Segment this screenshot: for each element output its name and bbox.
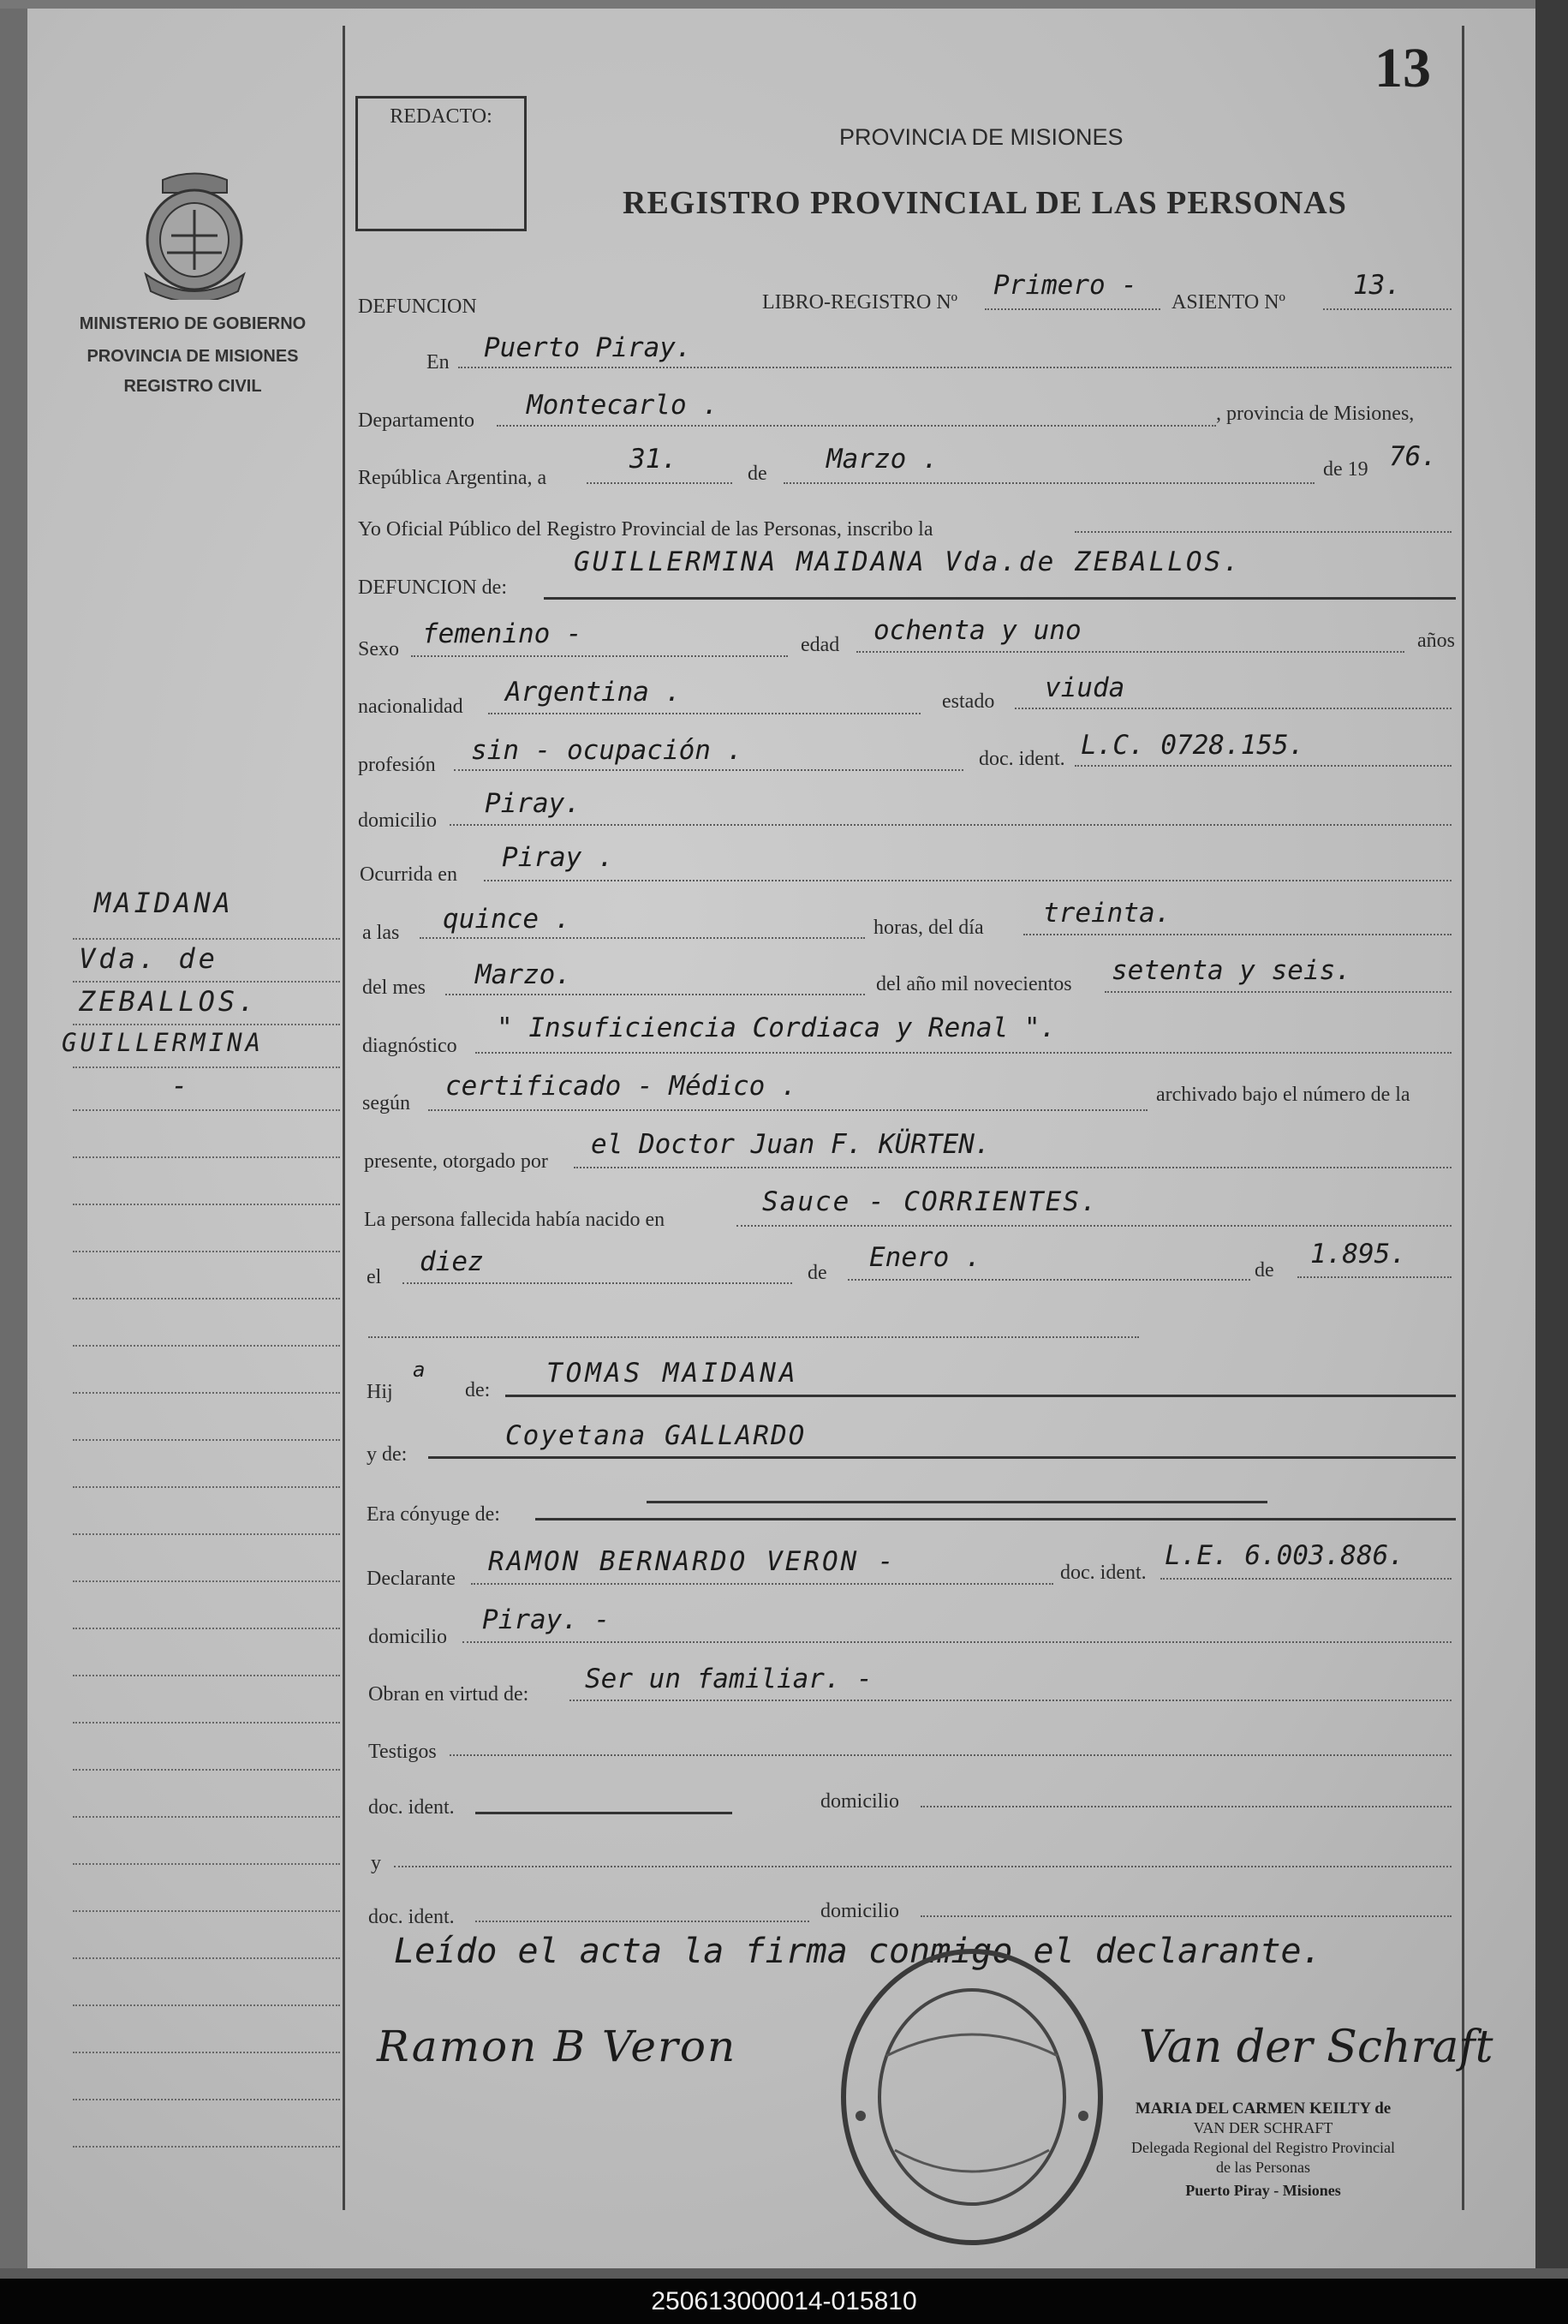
month-line [784, 482, 1315, 484]
page-top-edge [0, 0, 1568, 9]
day-value: 31. [629, 444, 677, 475]
estado-line [1015, 708, 1452, 709]
stub-rule [73, 1109, 340, 1111]
stub-rule [73, 1439, 340, 1441]
province-title: PROVINCIA DE MISIONES [839, 124, 1124, 150]
document-id-footer: 250613000014-015810 [0, 2279, 1568, 2324]
stub-rule [73, 1580, 340, 1582]
testigo2-domicilio-label: domicilio [820, 1900, 899, 1922]
stub-rule [73, 1816, 340, 1818]
stub-name-line-3: ZEBALLOS. [79, 985, 259, 1018]
segun-label: según [362, 1092, 410, 1114]
testigos-line [450, 1754, 1452, 1756]
y-label: y [371, 1852, 381, 1874]
stub-rule [73, 1345, 340, 1347]
closing-statement: Leído el acta la firma conmigo el declarante. [394, 1932, 1322, 1971]
stub-rule [73, 1957, 340, 1959]
sexo-value: femenino - [422, 618, 582, 649]
testigo-doc-label: doc. ident. [368, 1796, 455, 1819]
official-title-line-2: de las Personas [1216, 2159, 1310, 2176]
year-label: de 19 [1323, 458, 1368, 481]
stub-rule [73, 1298, 340, 1299]
testigo-domicilio-label: domicilio [820, 1790, 899, 1813]
birth-day-value: diez [420, 1246, 484, 1277]
ano-value: setenta y seis. [1112, 955, 1351, 986]
separator-stroke [647, 1501, 1267, 1503]
stub-rule [73, 1910, 340, 1912]
departamento-label: Departamento [358, 409, 474, 432]
el-label: el [367, 1266, 382, 1288]
official-title-line-1: Delegada Regional del Registro Provincial [1131, 2139, 1395, 2156]
father-name-value: TOMAS MAIDANA [546, 1358, 799, 1389]
declarante-doc-line [1160, 1578, 1452, 1580]
testigo-doc-line [475, 1812, 732, 1814]
presente-value: el Doctor Juan F. KÜRTEN. [591, 1129, 991, 1160]
stub-rule [73, 1722, 340, 1724]
mother-name-value: Coyetana GALLARDO [505, 1420, 807, 1451]
right-margin-divider [1462, 26, 1464, 2210]
birth-de-label: de [808, 1262, 827, 1284]
conyuge-line [535, 1518, 1456, 1520]
doc-ident-value: L.C. 0728.155. [1081, 730, 1305, 761]
obran-value: Ser un familiar. - [585, 1664, 873, 1694]
profesion-value: sin - ocupación . [471, 735, 743, 766]
redacto-label: REDACTO: [390, 105, 492, 128]
en-value: Puerto Piray. [484, 332, 692, 363]
stub-name-line-2: Vda. de [79, 942, 218, 975]
horas-dia-label: horas, del día [873, 917, 984, 939]
asiento-line [1323, 308, 1452, 310]
libro-registro-label: LIBRO-REGISTRO Nº [762, 291, 958, 314]
de-label: de [748, 463, 767, 485]
en-line [458, 367, 1452, 368]
stub-rule [73, 1204, 340, 1205]
en-label: En [426, 351, 450, 373]
page-right-edge [1535, 0, 1568, 2279]
asiento-value: 13. [1353, 270, 1401, 301]
stub-rule [73, 1628, 340, 1629]
birth-day-line [402, 1282, 792, 1284]
testigo2-line [394, 1866, 1452, 1867]
official-name-line-2: VAN DER SCHRAFT [1193, 2119, 1333, 2136]
republica-label: República Argentina, a [358, 467, 547, 489]
mes-line [445, 994, 865, 995]
declarante-domicilio-value: Piray. - [482, 1604, 611, 1635]
hora-value: quince . [443, 904, 571, 935]
official-seal-icon [835, 1945, 1109, 2249]
book-binding [0, 0, 27, 2279]
nacionalidad-value: Argentina . [505, 677, 682, 708]
a-las-label: a las [362, 922, 400, 944]
registry-title: REGISTRO PROVINCIAL DE LAS PERSONAS [623, 185, 1347, 221]
edad-line [856, 651, 1404, 653]
presente-line [574, 1167, 1452, 1168]
official-stamp-block [1096, 2099, 1430, 2201]
testigo2-doc-line [475, 1921, 809, 1922]
doc-ident-label: doc. ident. [979, 748, 1065, 770]
page-number: 13 [1374, 37, 1431, 99]
stub-rule [73, 1863, 340, 1865]
testigos-label: Testigos [368, 1741, 437, 1763]
domicilio-label: domicilio [358, 810, 437, 832]
libro-registro-value: Primero - [993, 270, 1137, 301]
stub-rule [73, 1392, 340, 1394]
conyuge-label: Era cónyuge de: [367, 1503, 500, 1526]
stub-rule [73, 1251, 340, 1252]
redacto-box [355, 96, 527, 231]
doc-ident-line [1075, 765, 1452, 767]
diagnostico-line [475, 1052, 1452, 1054]
stub-rule [73, 2052, 340, 2053]
official-name-line-1: MARIA DEL CARMEN KEILTY de [1135, 2100, 1392, 2118]
deceased-name-value: GUILLERMINA MAIDANA Vda.de ZEBALLOS. [574, 547, 1242, 577]
stub-rule [73, 938, 340, 940]
estado-value: viuda [1045, 672, 1125, 703]
testigo2-domicilio-line [921, 1915, 1452, 1917]
edad-value: ochenta y uno [873, 615, 1082, 646]
stub-rule [73, 2004, 340, 2006]
domicilio-line [450, 824, 1452, 826]
del-mes-label: del mes [362, 977, 426, 999]
stub-province-line: PROVINCIA DE MISIONES [86, 347, 299, 366]
ocurrida-line [484, 880, 1452, 881]
declarante-doc-value: L.E. 6.003.886. [1165, 1540, 1404, 1571]
defuncion-heading: DEFUNCION [358, 296, 477, 318]
month-value: Marzo . [826, 444, 939, 475]
declarante-value: RAMON BERNARDO VERON - [488, 1546, 897, 1577]
ano-line [1105, 991, 1452, 993]
blank-line [368, 1336, 1139, 1338]
stub-rule [73, 1675, 340, 1676]
diagnostico-label: diagnóstico [362, 1035, 457, 1057]
stub-rule [73, 2146, 340, 2148]
asiento-label: ASIENTO Nº [1172, 291, 1285, 314]
hij-suffix-value: a [413, 1358, 426, 1382]
yo-oficial-statement: Yo Oficial Público del Registro Provincial de las Personas, inscribo la [358, 518, 933, 541]
stub-rule [73, 1156, 340, 1158]
dia-value: treinta. [1043, 898, 1172, 929]
hora-line [420, 937, 865, 939]
nacionalidad-label: nacionalidad [358, 696, 463, 718]
stub-rule [73, 1066, 340, 1068]
estado-label: estado [942, 690, 995, 713]
segun-value: certificado - Médico . [445, 1071, 797, 1102]
hij-de-label: de: [465, 1379, 491, 1401]
stub-rule [73, 2099, 340, 2100]
stub-name-line-5: - [171, 1069, 192, 1102]
stub-rule [73, 1024, 340, 1025]
declarante-doc-label: doc. ident. [1060, 1562, 1147, 1584]
provincia-label: , provincia de Misiones, [1216, 403, 1415, 425]
birth-month-line [848, 1279, 1250, 1281]
page-bottom-edge [0, 2268, 1568, 2279]
declarant-signature: Ramon B Veron [377, 2022, 737, 2071]
y-de-label: y de: [367, 1443, 408, 1466]
sexo-label: Sexo [358, 638, 399, 660]
defuncion-de-label: DEFUNCION de: [358, 577, 507, 599]
diagnostico-value: " Insuficiencia Cordiaca y Renal ". [497, 1013, 1057, 1043]
domicilio-value: Piray. [485, 788, 581, 819]
anos-label: años [1417, 630, 1455, 652]
birth-year-de-label: de [1255, 1259, 1274, 1281]
ocurrida-value: Piray . [502, 842, 614, 873]
stub-rule [73, 981, 340, 983]
departamento-line [497, 425, 1216, 427]
dia-line [1023, 934, 1452, 935]
archivado-label: archivado bajo el número de la [1156, 1084, 1410, 1106]
stub-column-divider [343, 26, 345, 2210]
stub-rule [73, 1533, 340, 1535]
deceased-name-line [544, 597, 1456, 600]
stub-ministry-line: MINISTERIO DE GOBIERNO [79, 314, 307, 333]
profesion-line [454, 769, 963, 771]
hij-label: Hij [367, 1381, 393, 1403]
stub-name-line-1: MAIDANA [94, 887, 234, 919]
birth-month-value: Enero . [869, 1242, 981, 1273]
declarante-label: Declarante [367, 1568, 456, 1590]
testigo2-doc-label: doc. ident. [368, 1906, 455, 1928]
profesion-label: profesión [358, 754, 436, 776]
declarante-line [471, 1583, 1053, 1585]
testigo-domicilio-line [921, 1806, 1452, 1807]
mes-value: Marzo. [475, 959, 571, 990]
presente-label: presente, otorgado por [364, 1150, 548, 1173]
day-line [587, 482, 732, 484]
nacido-label: La persona fallecida había nacido en [364, 1209, 665, 1231]
declarante-domicilio-label: domicilio [368, 1626, 447, 1648]
sexo-line [411, 655, 788, 657]
mother-name-line [428, 1456, 1456, 1459]
father-name-line [505, 1395, 1456, 1397]
official-signature: Van der Schraft [1139, 2022, 1493, 2073]
obran-label: Obran en virtud de: [368, 1683, 529, 1706]
del-ano-label: del año mil novecientos [876, 973, 1072, 995]
stub-rule [73, 1769, 340, 1771]
stub-registry-line: REGISTRO CIVIL [123, 377, 262, 396]
nacionalidad-line [488, 713, 921, 714]
ocurrida-label: Ocurrida en [360, 863, 457, 886]
segun-line [428, 1109, 1148, 1111]
declarante-domicilio-line [462, 1641, 1452, 1643]
provincial-crest-icon [137, 171, 253, 300]
obran-line [569, 1700, 1452, 1701]
departamento-value: Montecarlo . [527, 390, 718, 421]
stub-name-line-4: GUILLERMINA [62, 1028, 265, 1057]
birth-year-line [1297, 1276, 1452, 1278]
nacido-value: Sauce - CORRIENTES. [762, 1186, 1099, 1217]
official-location: Puerto Piray - Misiones [1185, 2182, 1341, 2199]
year-value: 76. [1389, 441, 1437, 472]
birth-year-value: 1.895. [1310, 1239, 1406, 1270]
libro-registro-line [985, 308, 1160, 310]
edad-label: edad [801, 634, 840, 656]
nacido-line [736, 1225, 1452, 1227]
stub-rule [73, 1486, 340, 1488]
yo-oficial-line [1075, 531, 1452, 533]
